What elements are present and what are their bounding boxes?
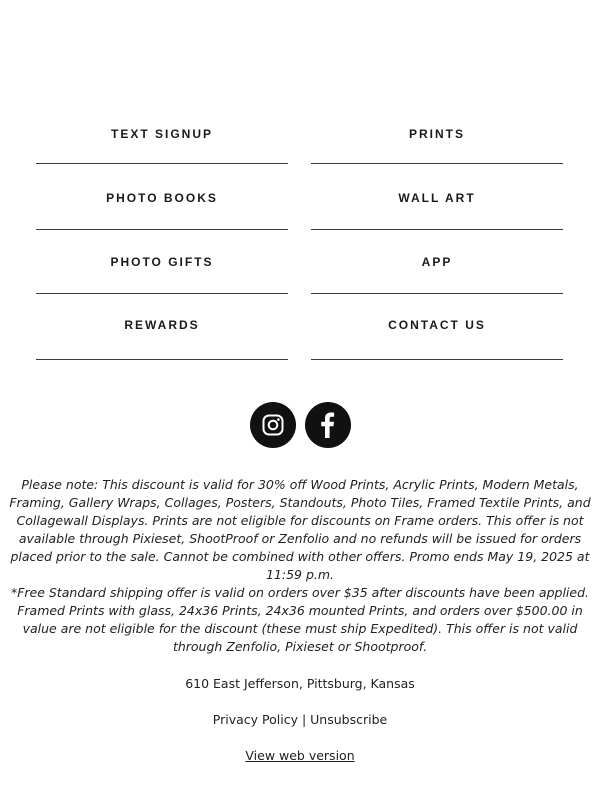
company-address: 610 East Jefferson, Pittsburg, Kansas — [185, 676, 415, 691]
social-links — [0, 402, 600, 448]
nav-link-photo-books[interactable]: PHOTO BOOKS — [106, 191, 218, 205]
nav-link-app[interactable]: APP — [421, 255, 453, 269]
nav-link-contact-us[interactable]: CONTACT US — [388, 318, 486, 332]
nav-link-prints[interactable]: PRINTS — [408, 127, 465, 141]
privacy-policy-link[interactable]: Privacy Policy — [212, 712, 298, 727]
instagram-icon — [261, 413, 285, 437]
nav-link-text-signup[interactable]: TEXT SIGNUP — [110, 127, 213, 141]
nav-divider — [311, 229, 563, 230]
nav-divider — [36, 163, 288, 164]
nav-divider — [36, 359, 288, 360]
nav-link-wall-art[interactable]: WALL ART — [398, 191, 476, 205]
nav-divider — [36, 229, 288, 230]
nav-divider — [311, 293, 563, 294]
legal-disclaimer — [8, 476, 592, 656]
nav-divider — [36, 293, 288, 294]
unsubscribe-link[interactable]: Unsubscribe — [310, 712, 388, 727]
nav-divider — [311, 163, 563, 164]
web-version-row — [0, 748, 600, 763]
view-web-version-link[interactable]: View web version — [245, 748, 355, 763]
shipping-note: *Free Standard shipping offer is valid on orders over $35 after discounts have been applied. Framed Prints with glass, 24x36 Prints, 24x36 mounted Prints, and orders over $500.00 in value are not eligible for the discount (these must ship Expedited). This offer is not valid through Zenfolio, Pixieset or Shootproof. — [10, 585, 590, 654]
nav-link-photo-gifts[interactable]: PHOTO GIFTS — [110, 255, 214, 269]
nav-link-rewards[interactable]: REWARDS — [124, 318, 200, 332]
footer-links — [0, 712, 600, 727]
facebook-link[interactable] — [305, 402, 351, 448]
facebook-icon — [316, 411, 340, 439]
nav-divider — [311, 359, 563, 360]
instagram-link[interactable] — [250, 402, 296, 448]
link-separator: | — [301, 712, 311, 727]
discount-note: Please note: This discount is valid for 30% off Wood Prints, Acrylic Prints, Modern Metals, Framing, Gallery Wraps, Collages, Posters, Standouts, Photo Tiles, Framed Textile Prints, and Collagewall Displays. Prints are not eligible for discounts on Frame orders. This offer is not available through Pixieset, ShootProof or Zenfolio and no refunds will be issued for orders placed prior to the sale. Cannot be combined with other offers. Promo ends May 19, 2025 at 11:59 p.m. — [9, 477, 591, 582]
